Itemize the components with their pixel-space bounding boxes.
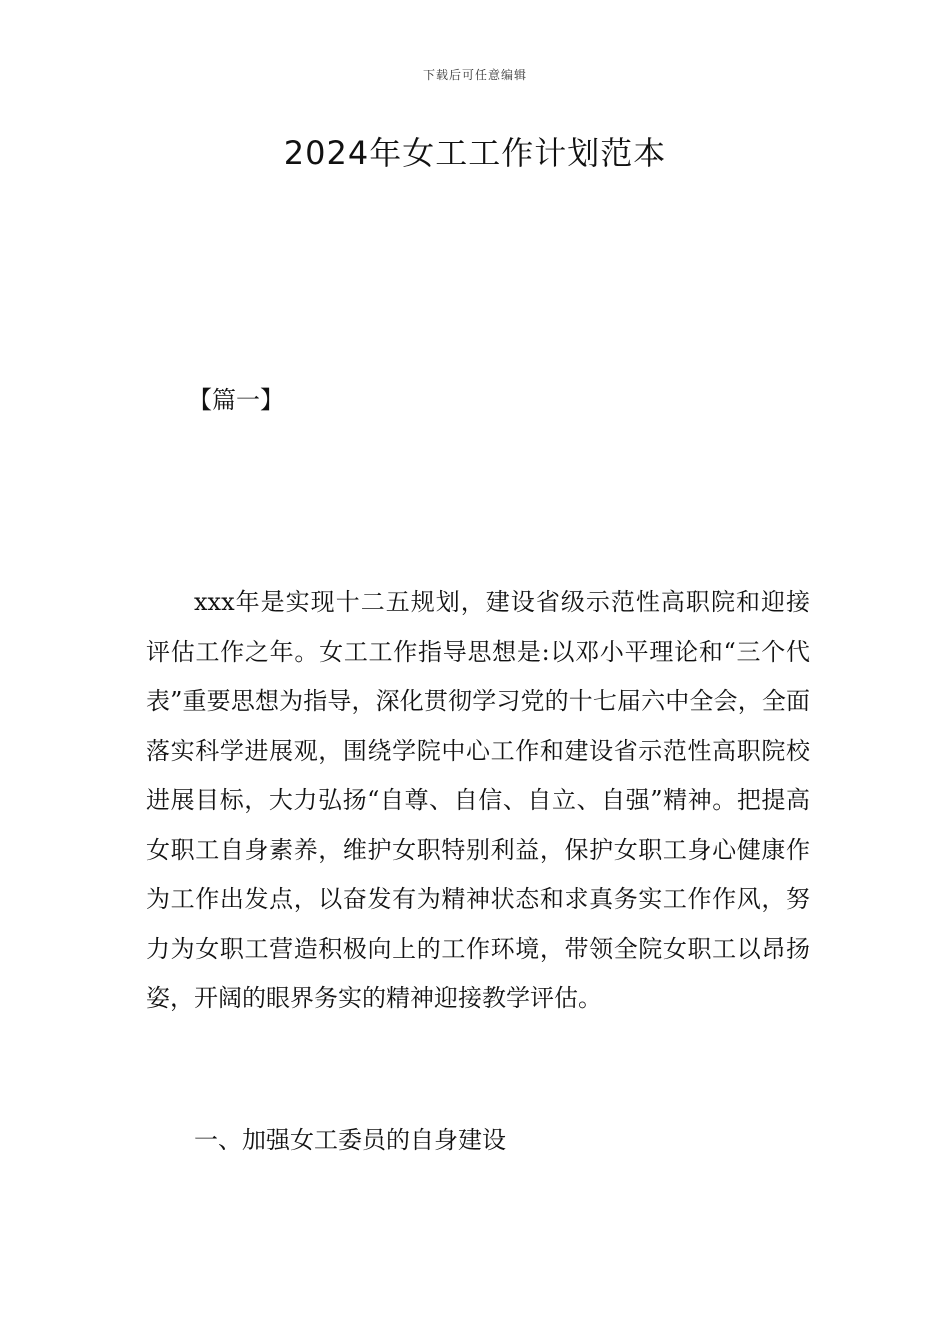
- body-paragraph: xxx年是实现十二五规划，建设省级示范性高职院和迎接评估工作之年。女工工作指导思想是:以邓小平理论和“三个代表”重要思想为指导，深化贯彻学习党的十七届六中全会，全面落实科学进展观，围绕学院中心工作和建设省示范性高职院校进展目标，大力弘扬“自尊、自信、自立、自强”精神。把提高女职工自身素养，维护女职特别利益，保护女职工身心健康作为工作出发点，以奋发有为精神状态和求真务实工作作风，努力为女职工营造积极向上的工作环境，带领全院女职工以昂扬姿，开阔的眼界务实的精神迎接教学评估。: [146, 588, 810, 1012]
- document-title: 2024年女工工作计划范本: [283, 134, 667, 172]
- header-note: 下载后可任意编辑: [422, 68, 527, 82]
- section-label: 【篇一】: [188, 386, 284, 414]
- section-subheading: 一、加强女工委员的自身建设: [194, 1126, 506, 1154]
